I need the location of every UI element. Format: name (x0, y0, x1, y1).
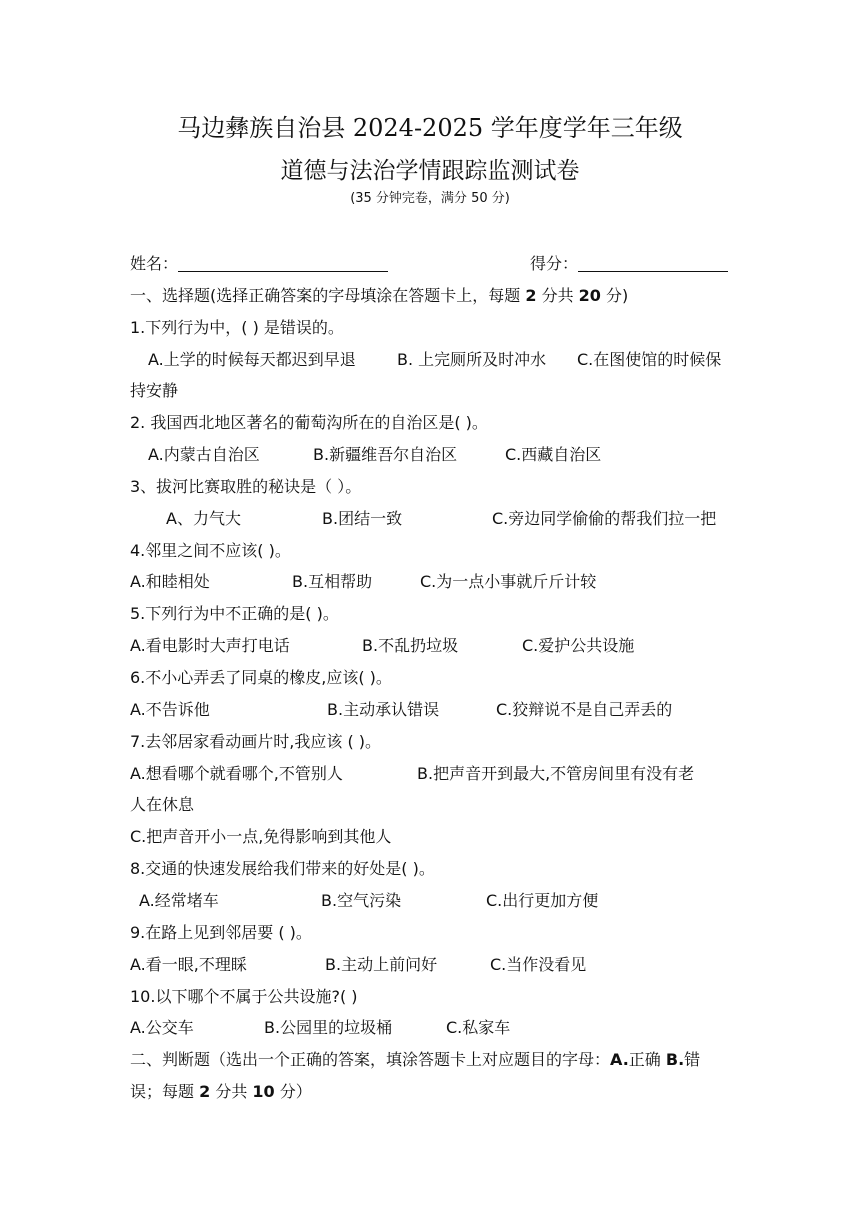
option-a[interactable]: A.看一眼,不理睬 (130, 955, 247, 974)
option-b[interactable]: B. 上完厕所及时冲水 (397, 350, 547, 369)
section2-heading-line2: 误；每题 2 分共 10 分） (130, 1082, 312, 1101)
option-a[interactable]: A.看电影时大声打电话 (130, 636, 290, 655)
option-b[interactable]: B.新疆维吾尔自治区 (313, 445, 458, 464)
option-a[interactable]: A.经常堵车 (139, 891, 219, 910)
option-b[interactable]: B.把声音开到最大,不管房间里有没有老 (417, 764, 695, 783)
option-a[interactable]: A.公交车 (130, 1018, 194, 1037)
option-b[interactable]: B.主动承认错误 (327, 700, 440, 719)
name-blank[interactable] (178, 255, 388, 272)
question-1-stem: 1.下列行为中，( ) 是错误的。 (130, 318, 344, 337)
option-c[interactable]: C.私家车 (446, 1018, 511, 1037)
exam-time-note: (35 分钟完卷，满分 50 分) (350, 191, 510, 206)
option-a[interactable]: A.不告诉他 (130, 700, 210, 719)
option-a[interactable]: A.上学的时候每天都迟到早退 (148, 350, 356, 369)
question-1-option-c-continued: 持安静 (130, 381, 179, 400)
name-label: 姓名： (130, 254, 179, 273)
question-3-stem: 3、拔河比赛取胜的秘诀是（ ）。 (130, 477, 362, 496)
option-c[interactable]: C.西藏自治区 (505, 445, 602, 464)
score-blank[interactable] (578, 255, 728, 272)
option-c[interactable]: C.在图使馆的时候保 (577, 350, 722, 369)
option-a[interactable]: A、力气大 (166, 509, 241, 528)
option-b[interactable]: B.空气污染 (321, 891, 402, 910)
exam-title-line1: 马边彝族自治县 2024-2025 学年度学年三年级 (177, 114, 683, 142)
question-9-stem: 9.在路上见到邻居要 ( )。 (130, 923, 312, 942)
option-b[interactable]: B.不乱扔垃圾 (362, 636, 459, 655)
option-a[interactable]: A.和睦相处 (130, 572, 210, 591)
option-a[interactable]: A.想看哪个就看哪个,不管别人 (130, 764, 343, 783)
option-c[interactable]: C.出行更加方便 (486, 891, 599, 910)
option-b[interactable]: B.公园里的垃圾桶 (264, 1018, 393, 1037)
option-c[interactable]: C.狡辩说不是自己弄丢的 (496, 700, 673, 719)
exam-title-line2: 道德与法治学情跟踪监测试卷 (280, 158, 580, 184)
option-b[interactable]: B.团结一致 (322, 509, 403, 528)
question-7-option-c[interactable]: C.把声音开小一点,免得影响到其他人 (130, 827, 392, 846)
question-7-stem: 7.去邻居家看动画片时,我应该 ( )。 (130, 732, 382, 751)
option-c[interactable]: C.为一点小事就斤斤计较 (420, 572, 597, 591)
question-7-option-b-continued: 人在休息 (130, 795, 195, 814)
question-8-stem: 8.交通的快速发展给我们带来的好处是( )。 (130, 859, 435, 878)
option-b[interactable]: B.互相帮助 (292, 572, 373, 591)
question-5-stem: 5.下列行为中不正确的是( )。 (130, 604, 339, 623)
option-c[interactable]: C.旁边同学偷偷的帮我们拉一把 (492, 509, 717, 528)
question-4-stem: 4.邻里之间不应该( )。 (130, 541, 291, 560)
section1-heading: 一、选择题(选择正确答案的字母填涂在答题卡上，每题 2 分共 20 分) (130, 286, 629, 305)
question-6-stem: 6.不小心弄丢了同桌的橡皮,应该( )。 (130, 668, 392, 687)
option-c[interactable]: C.爱护公共设施 (522, 636, 635, 655)
option-c[interactable]: C.当作没看见 (490, 955, 587, 974)
student-info-row (130, 254, 735, 274)
score-label: 得分： (530, 254, 579, 273)
section2-heading-line1: 二、判断题（选出一个正确的答案，填涂答题卡上对应题目的字母：A.正确 B.错 (130, 1050, 701, 1069)
option-b[interactable]: B.主动上前问好 (325, 955, 438, 974)
option-a[interactable]: A.内蒙古自治区 (148, 445, 260, 464)
question-10-stem: 10.以下哪个不属于公共设施?( ) (130, 987, 358, 1006)
question-2-stem: 2. 我国西北地区著名的葡萄沟所在的自治区是( )。 (130, 413, 488, 432)
